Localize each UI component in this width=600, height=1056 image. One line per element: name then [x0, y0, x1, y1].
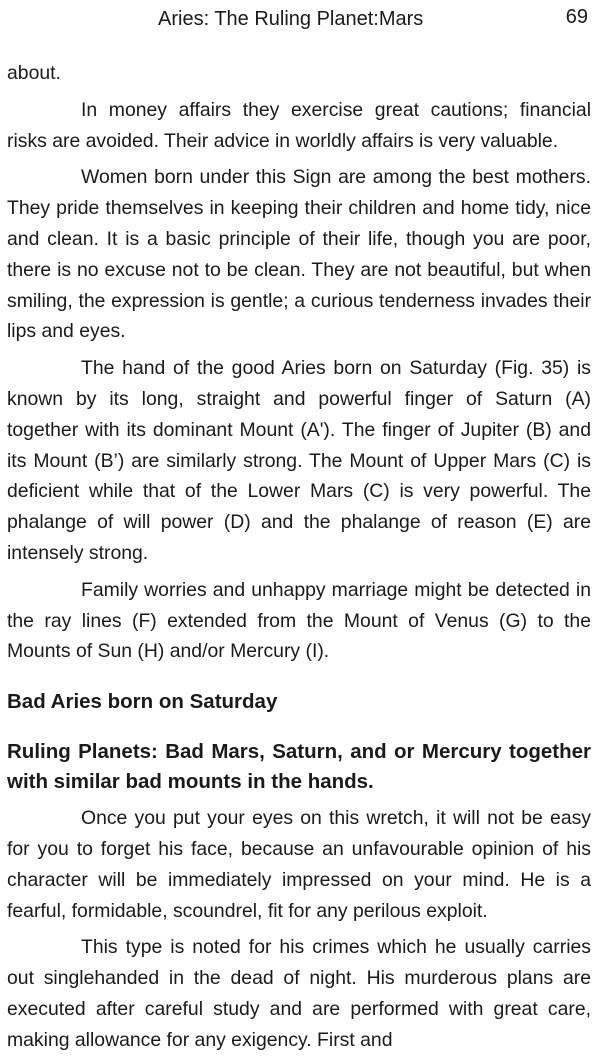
paragraph-crimes: This type is noted for his crimes which he usually carries out singlehanded in the dead of night. His murderous plans are executed after careful study and are performed with great care, making allowance for any exigency. First and: [7, 936, 591, 1051]
paragraph-women: Women born under this Sign are among the best mothers. They pride themselves in keeping their children and home tidy, nice and clean. It is a basic principle of their life, though you are poor, there is no excuse not to be clean. They are not beautiful, but when smiling, the expression is gentle; a curious tenderness invades their lips and eyes.: [7, 166, 591, 343]
subsection-heading: Ruling Planets: Bad Mars, Saturn, and or Mercury together with similar bad mounts in the hands.: [7, 740, 591, 794]
paragraph-continuation: about.: [7, 62, 61, 84]
section-heading: Bad Aries born on Saturday: [7, 690, 278, 714]
running-header: [0, 4, 600, 34]
page-body: [7, 58, 591, 1056]
page-number: 69: [565, 6, 588, 28]
paragraph-money-affairs: In money affairs they exercise great cautions; financial risks are avoided. Their advice in worldly affairs is very valuable.: [7, 98, 591, 152]
paragraph-hand-description: The hand of the good Aries born on Saturday (Fig. 35) is known by its long, straight and powerful finger of Saturn (A) together with its dominant Mount (A'). The finger of Jupiter (B) and its Mount (B’) are similarly strong. The Mount of Upper Mars (C) is deficient while that of the Lower Mars (C) is very powerful. The phalange of will power (D) and the phalange of reason (E) are intensely strong.: [7, 357, 591, 564]
paragraph-family-worries: Family worries and unhappy marriage might be detected in the ray lines (F) extended from the Mount of Venus (G) to the Mounts of Sun (H) and/or Mercury (I).: [7, 578, 591, 663]
paragraph-wretch: Once you put your eyes on this wretch, it will not be easy for you to forget his face, because an unfavourable opinion of his character will be immediately impressed on your mind. He is a fearful, formidable, scoundrel, fit for any perilous exploit.: [7, 807, 591, 922]
running-title: Aries: The Ruling Planet:Mars: [158, 8, 424, 30]
